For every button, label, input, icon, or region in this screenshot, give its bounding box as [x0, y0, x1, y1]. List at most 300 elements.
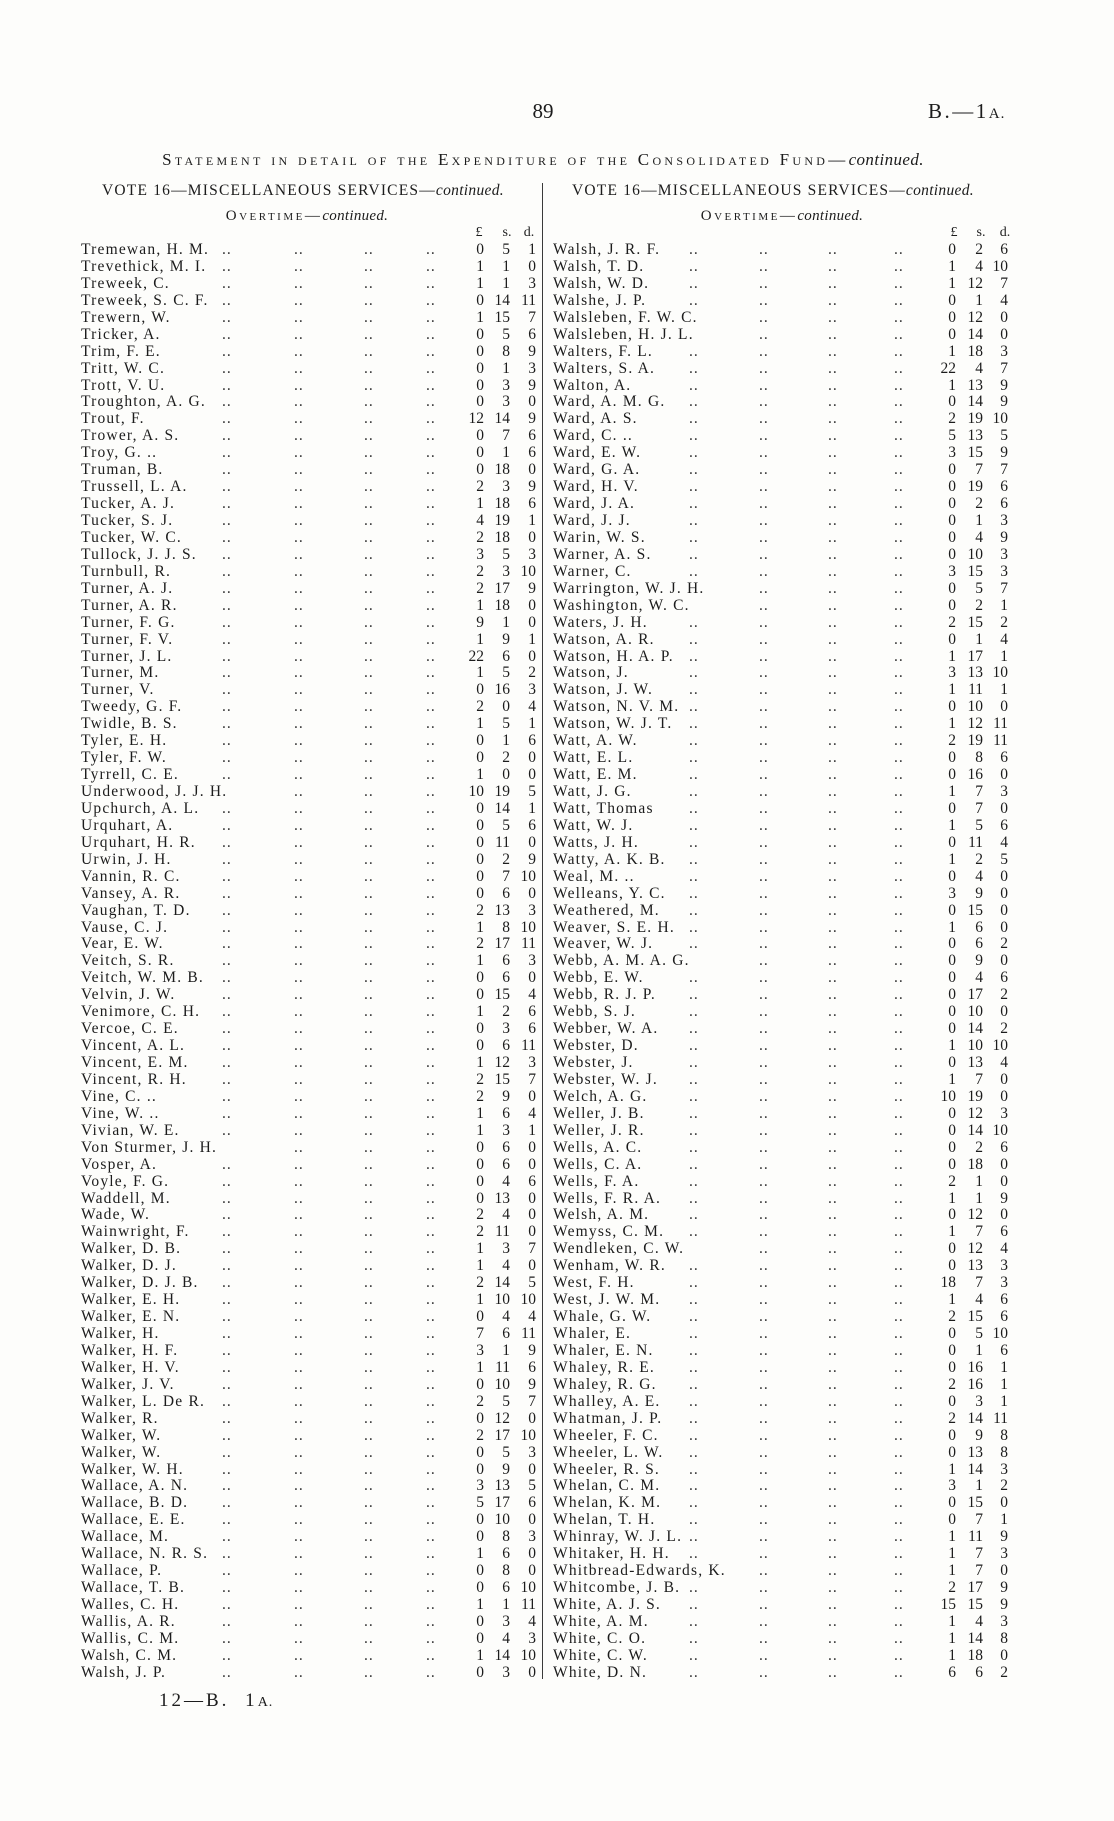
table-row — [0, 800, 542, 817]
dot-leader: .. — [759, 1020, 769, 1038]
dot-leader: .. — [689, 884, 699, 902]
table-row — [542, 766, 1114, 783]
payee-name: Walker, W. H. — [81, 1460, 184, 1478]
dot-leader: .. — [222, 1409, 232, 1427]
payee-name: Ward, J. J. — [553, 512, 631, 529]
dot-leader: .. — [426, 952, 436, 970]
dot-leader: .. — [426, 1325, 436, 1342]
amount-shillings: 6 — [502, 1104, 510, 1122]
dot-leader: .. — [689, 1612, 699, 1630]
dot-leader: .. — [294, 1477, 304, 1495]
amount-pence: 9 — [528, 376, 536, 394]
dot-leader: .. — [828, 749, 838, 767]
amount-pence: 6 — [1000, 816, 1008, 834]
table-row — [542, 1494, 1114, 1511]
table-row — [542, 1139, 1114, 1156]
table-row — [0, 817, 542, 834]
dot-leader: .. — [426, 579, 436, 597]
amount-shillings: 18 — [494, 495, 510, 513]
section-title-left-continued: continued. — [322, 208, 389, 224]
dot-leader: .. — [689, 1223, 699, 1241]
dot-leader: .. — [759, 1138, 769, 1156]
payee-name: Walker, E. H. — [81, 1291, 181, 1309]
dot-leader: .. — [894, 749, 904, 767]
dot-leader: .. — [759, 1477, 769, 1495]
dot-leader: .. — [294, 833, 304, 851]
payee-name: Webster, W. J. — [553, 1070, 658, 1088]
table-row — [542, 1037, 1114, 1054]
amount-pence: 4 — [1000, 630, 1008, 648]
amount-pence: 0 — [528, 766, 536, 784]
amount-pence: 0 — [528, 257, 536, 275]
amount-pence: 3 — [528, 274, 536, 292]
dot-leader: .. — [426, 613, 436, 631]
table-row — [542, 631, 1114, 648]
amount-pence: 2 — [1000, 613, 1008, 631]
dot-leader: .. — [222, 1189, 232, 1207]
table-row — [0, 495, 542, 512]
dot-leader: .. — [294, 952, 304, 970]
dot-leader: .. — [689, 901, 699, 919]
amount-pence: 11 — [993, 732, 1008, 750]
table-row — [0, 952, 542, 969]
amount-pence: 3 — [528, 952, 536, 970]
amount-pence: 6 — [1000, 1138, 1008, 1156]
statement-title — [0, 150, 1086, 170]
amount-pounds: 0 — [948, 1426, 956, 1444]
payee-name: Watson, A. R. — [553, 630, 655, 648]
amount-shillings: 7 — [975, 1511, 983, 1529]
dot-leader: .. — [759, 495, 769, 513]
dot-leader: .. — [294, 376, 304, 394]
amount-pence: 6 — [528, 1494, 536, 1512]
table-row — [542, 1088, 1114, 1105]
amount-pounds: 0 — [948, 393, 956, 411]
table-row — [542, 1647, 1114, 1664]
payee-name: Welleans, Y. C. — [553, 884, 666, 902]
dot-leader: .. — [426, 410, 436, 428]
dot-leader: .. — [894, 410, 904, 428]
dot-leader: .. — [294, 732, 304, 750]
dot-leader: .. — [222, 274, 232, 292]
table-row — [0, 1342, 542, 1359]
amount-pounds: 7 — [476, 1325, 484, 1342]
payee-name: Wells, A. C. — [553, 1138, 643, 1156]
amount-pence: 3 — [1000, 1104, 1008, 1122]
payee-name: Webb, A. M. A. G. — [553, 952, 690, 970]
amount-pence: 11 — [521, 935, 536, 953]
payee-name: Walsh, T. D. — [553, 257, 645, 275]
amount-shillings: 16 — [494, 681, 510, 699]
dot-leader: .. — [828, 799, 838, 817]
dot-leader: .. — [759, 257, 769, 275]
payee-name: Vansey, A. R. — [81, 884, 181, 902]
dot-leader: .. — [759, 1037, 769, 1055]
payee-name: Vannin, R. C. — [81, 867, 181, 885]
dot-leader: .. — [759, 1155, 769, 1173]
dot-leader: .. — [364, 867, 374, 885]
amount-shillings: 14 — [967, 393, 983, 411]
dot-leader: .. — [426, 1155, 436, 1173]
dot-leader: .. — [364, 1545, 374, 1563]
dot-leader: .. — [426, 766, 436, 784]
dot-leader: .. — [689, 1596, 699, 1613]
amount-pounds: 9 — [476, 613, 484, 631]
dot-leader: .. — [222, 901, 232, 919]
payee-name: West, F. H. — [553, 1274, 635, 1292]
dot-leader: .. — [222, 562, 232, 580]
dot-leader: .. — [364, 495, 374, 513]
payee-name: Walker, R. — [81, 1409, 159, 1427]
payee-name: Walker, H. V. — [81, 1358, 180, 1376]
table-row — [0, 241, 542, 258]
dot-leader: .. — [222, 766, 232, 784]
amount-shillings: 4 — [502, 1206, 510, 1224]
amount-pounds: 2 — [948, 1172, 956, 1190]
table-row — [0, 393, 542, 410]
dot-leader: .. — [294, 1037, 304, 1055]
dot-leader: .. — [294, 715, 304, 733]
table-row — [542, 326, 1114, 343]
amount-shillings: 7 — [975, 1562, 983, 1580]
amount-shillings: 4 — [975, 359, 983, 377]
dot-leader: .. — [759, 1054, 769, 1071]
table-row — [542, 292, 1114, 309]
dot-leader: .. — [294, 495, 304, 513]
dot-leader: .. — [828, 986, 838, 1004]
amount-pence: 0 — [1000, 799, 1008, 817]
amount-pence: 6 — [1000, 1308, 1008, 1326]
amount-shillings: 11 — [495, 1223, 510, 1241]
payee-name: Wallis, C. M. — [81, 1629, 180, 1647]
dot-leader: .. — [222, 935, 232, 953]
amount-shillings: 9 — [975, 1426, 983, 1444]
dot-leader: .. — [689, 867, 699, 885]
document-reference-suffix: A. — [988, 106, 1006, 122]
payee-name: Underwood, J. J. H. — [81, 783, 228, 800]
dot-leader: .. — [364, 1443, 374, 1461]
payee-name: Ward, J. A. — [553, 495, 636, 513]
dot-leader: .. — [426, 783, 436, 800]
payee-name: Waters, J. H. — [553, 613, 648, 631]
dot-leader: .. — [222, 1460, 232, 1478]
dot-leader: .. — [894, 495, 904, 513]
amount-shillings: 6 — [502, 952, 510, 970]
amount-shillings: 15 — [967, 562, 983, 580]
dot-leader: .. — [894, 359, 904, 377]
dot-leader: .. — [364, 393, 374, 411]
amount-pounds: 3 — [948, 444, 956, 462]
dot-leader: .. — [894, 528, 904, 546]
amount-pounds: 2 — [476, 1223, 484, 1241]
table-row — [0, 1630, 542, 1647]
table-row — [0, 1545, 542, 1562]
payee-name: Whaler, E. N. — [553, 1341, 654, 1359]
dot-leader: .. — [294, 1460, 304, 1478]
amount-shillings: 9 — [502, 630, 510, 648]
amount-pence: 7 — [528, 1240, 536, 1258]
dot-leader: .. — [426, 1545, 436, 1563]
payee-name: Wallace, N. R. S. — [81, 1545, 209, 1563]
table-row — [542, 902, 1114, 919]
amount-pence: 1 — [1000, 1358, 1008, 1376]
amount-shillings: 6 — [975, 1663, 983, 1681]
amount-pounds: 0 — [948, 1341, 956, 1359]
dot-leader: .. — [894, 952, 904, 970]
dot-leader: .. — [364, 478, 374, 496]
dot-leader: .. — [894, 1443, 904, 1461]
dot-leader: .. — [828, 1460, 838, 1478]
dot-leader: .. — [689, 444, 699, 462]
dot-leader: .. — [364, 1477, 374, 1495]
dot-leader: .. — [426, 478, 436, 496]
amount-pence: 3 — [528, 681, 536, 699]
dot-leader: .. — [759, 1341, 769, 1359]
dot-leader: .. — [222, 1172, 232, 1190]
dot-leader: .. — [759, 698, 769, 716]
amount-pounds: 0 — [948, 241, 956, 258]
dot-leader: .. — [426, 1426, 436, 1444]
payee-name: Veitch, W. M. B. — [81, 969, 204, 987]
dot-leader: .. — [294, 1274, 304, 1292]
dot-leader: .. — [222, 376, 232, 394]
table-row — [542, 1511, 1114, 1528]
dot-leader: .. — [222, 393, 232, 411]
dot-leader: .. — [364, 986, 374, 1004]
amount-pence: 7 — [528, 308, 536, 326]
amount-pounds: 10 — [468, 783, 484, 800]
amount-pence: 10 — [992, 1037, 1008, 1055]
dot-leader: .. — [364, 1426, 374, 1444]
payee-name: Tricker, A. — [81, 325, 161, 343]
payee-name: Warin, W. S. — [553, 528, 646, 546]
amount-pence: 2 — [528, 664, 536, 682]
table-row — [542, 1173, 1114, 1190]
amount-pence: 9 — [1000, 1528, 1008, 1546]
table-row — [542, 986, 1114, 1003]
amount-pounds: 0 — [476, 1189, 484, 1207]
table-row — [542, 817, 1114, 834]
table-row — [542, 834, 1114, 851]
table-row — [0, 783, 542, 800]
amount-pence: 0 — [528, 1257, 536, 1275]
payee-name: Walker, L. De R. — [81, 1392, 206, 1410]
dot-leader: .. — [294, 1240, 304, 1258]
table-row — [542, 529, 1114, 546]
payee-name: Turner, A. J. — [81, 579, 174, 597]
amount-pounds: 0 — [476, 1612, 484, 1630]
dot-leader: .. — [222, 732, 232, 750]
dot-leader: .. — [828, 1579, 838, 1597]
dot-leader: .. — [222, 1020, 232, 1038]
table-row — [542, 800, 1114, 817]
dot-leader: .. — [689, 1409, 699, 1427]
dot-leader: .. — [426, 867, 436, 885]
dot-leader: .. — [894, 579, 904, 597]
amount-pounds: 1 — [948, 1460, 956, 1478]
dot-leader: .. — [364, 528, 374, 546]
amount-shillings: 17 — [494, 1426, 510, 1444]
amount-pounds: 22 — [940, 359, 956, 377]
dot-leader: .. — [222, 613, 232, 631]
dot-leader: .. — [364, 1511, 374, 1529]
dot-leader: .. — [222, 1443, 232, 1461]
amount-shillings: 3 — [502, 1240, 510, 1258]
table-row — [0, 1156, 542, 1173]
dot-leader: .. — [759, 1663, 769, 1681]
dot-leader: .. — [426, 1240, 436, 1258]
dot-leader: .. — [894, 1104, 904, 1122]
amount-shillings: 14 — [967, 1020, 983, 1038]
amount-pence: 3 — [1000, 545, 1008, 563]
table-row — [542, 885, 1114, 902]
payee-name: Walker, J. V. — [81, 1375, 175, 1393]
amount-pounds: 0 — [476, 986, 484, 1004]
dot-leader: .. — [294, 1003, 304, 1021]
dot-leader: .. — [759, 1545, 769, 1563]
amount-shillings: 2 — [502, 1003, 510, 1021]
dot-leader: .. — [222, 867, 232, 885]
dot-leader: .. — [364, 1663, 374, 1681]
amount-pounds: 0 — [476, 833, 484, 851]
amount-pence: 0 — [528, 1189, 536, 1207]
amount-pounds: 15 — [940, 1596, 956, 1613]
amount-pounds: 0 — [948, 698, 956, 716]
dot-leader: .. — [689, 1392, 699, 1410]
dot-leader: .. — [364, 1291, 374, 1309]
payee-name: Tullock, J. J. S. — [81, 545, 197, 563]
amount-shillings: 14 — [494, 291, 510, 309]
amount-pence: 9 — [1000, 1579, 1008, 1597]
dot-leader: .. — [689, 630, 699, 648]
dot-leader: .. — [894, 884, 904, 902]
amount-pounds: 0 — [476, 749, 484, 767]
amount-shillings: 3 — [502, 393, 510, 411]
amount-pounds: 0 — [948, 512, 956, 529]
section-title-left — [226, 207, 388, 225]
payee-name: Wells, F. R. A. — [553, 1189, 662, 1207]
payee-name: Webb, E. W. — [553, 969, 644, 987]
dot-leader: .. — [364, 308, 374, 326]
dot-leader: .. — [894, 986, 904, 1004]
amount-pounds: 2 — [948, 1375, 956, 1393]
dot-leader: .. — [828, 545, 838, 563]
dot-leader: .. — [294, 1325, 304, 1342]
amount-pounds: 1 — [476, 952, 484, 970]
amount-pounds: 0 — [948, 291, 956, 309]
dot-leader: .. — [828, 1291, 838, 1309]
amount-pence: 0 — [1000, 1003, 1008, 1021]
dot-leader: .. — [759, 1104, 769, 1122]
dot-leader: .. — [828, 1494, 838, 1512]
dot-leader: .. — [689, 1121, 699, 1139]
dot-leader: .. — [294, 1646, 304, 1664]
payee-name: Voyle, F. G. — [81, 1172, 170, 1190]
dot-leader: .. — [222, 478, 232, 496]
table-row — [542, 1308, 1114, 1325]
amount-pounds: 3 — [948, 562, 956, 580]
payee-name: White, C. W. — [553, 1646, 648, 1664]
amount-shillings: 7 — [975, 799, 983, 817]
dot-leader: .. — [294, 359, 304, 377]
amount-pounds: 5 — [948, 427, 956, 445]
amount-shillings: 5 — [502, 715, 510, 733]
page-number: 89 — [532, 99, 554, 123]
amount-shillings: 14 — [494, 410, 510, 428]
amount-pence: 0 — [1000, 901, 1008, 919]
dot-leader: .. — [759, 867, 769, 885]
amount-pounds: 1 — [476, 274, 484, 292]
dot-leader: .. — [294, 647, 304, 665]
dot-leader: .. — [294, 1612, 304, 1630]
amount-pence: 6 — [1000, 241, 1008, 258]
dot-leader: .. — [426, 1070, 436, 1088]
dot-leader: .. — [689, 1003, 699, 1021]
table-row — [0, 766, 542, 783]
dot-leader: .. — [426, 630, 436, 648]
dot-leader: .. — [828, 1104, 838, 1122]
amount-pence: 3 — [1000, 562, 1008, 580]
dot-leader: .. — [759, 1426, 769, 1444]
table-row — [0, 427, 542, 444]
amount-shillings: 7 — [975, 1070, 983, 1088]
payee-name: Tyler, E. H. — [81, 732, 168, 750]
dot-leader: .. — [294, 291, 304, 309]
dot-leader: .. — [689, 1494, 699, 1512]
amount-shillings: 5 — [502, 241, 510, 258]
amount-shillings: 10 — [494, 1375, 510, 1393]
table-row — [0, 834, 542, 851]
dot-leader: .. — [364, 342, 374, 360]
dot-leader: .. — [689, 1020, 699, 1038]
table-row — [0, 1240, 542, 1257]
payee-name: Twidle, B. S. — [81, 715, 178, 733]
amount-pounds: 0 — [948, 1511, 956, 1529]
amount-shillings: 14 — [494, 1274, 510, 1292]
dot-leader: .. — [294, 1375, 304, 1393]
amount-pence: 6 — [528, 1172, 536, 1190]
table-row — [542, 681, 1114, 698]
dot-leader: .. — [828, 1054, 838, 1071]
table-row — [0, 1257, 542, 1274]
dot-leader: .. — [364, 596, 374, 614]
payee-name: Tyler, F. W. — [81, 749, 167, 767]
amount-shillings: 3 — [502, 376, 510, 394]
amount-pounds: 2 — [948, 613, 956, 631]
table-row — [542, 360, 1114, 377]
amount-pounds: 0 — [948, 1138, 956, 1156]
amount-pence: 0 — [1000, 884, 1008, 902]
dot-leader: .. — [294, 1291, 304, 1309]
dot-leader: .. — [759, 274, 769, 292]
dot-leader: .. — [426, 1646, 436, 1664]
dot-leader: .. — [894, 1325, 904, 1342]
dot-leader: .. — [364, 512, 374, 529]
amount-pounds: 0 — [948, 596, 956, 614]
amount-pence: 0 — [528, 1206, 536, 1224]
dot-leader: .. — [894, 833, 904, 851]
dot-leader: .. — [689, 1257, 699, 1275]
table-row — [542, 1325, 1114, 1342]
dot-leader: .. — [828, 1206, 838, 1224]
amount-pence: 5 — [528, 783, 536, 800]
amount-shillings: 4 — [502, 1308, 510, 1326]
dot-leader: .. — [894, 715, 904, 733]
dot-leader: .. — [759, 1511, 769, 1529]
amount-shillings: 14 — [967, 325, 983, 343]
amount-pounds: 1 — [948, 1528, 956, 1546]
table-row — [542, 512, 1114, 529]
